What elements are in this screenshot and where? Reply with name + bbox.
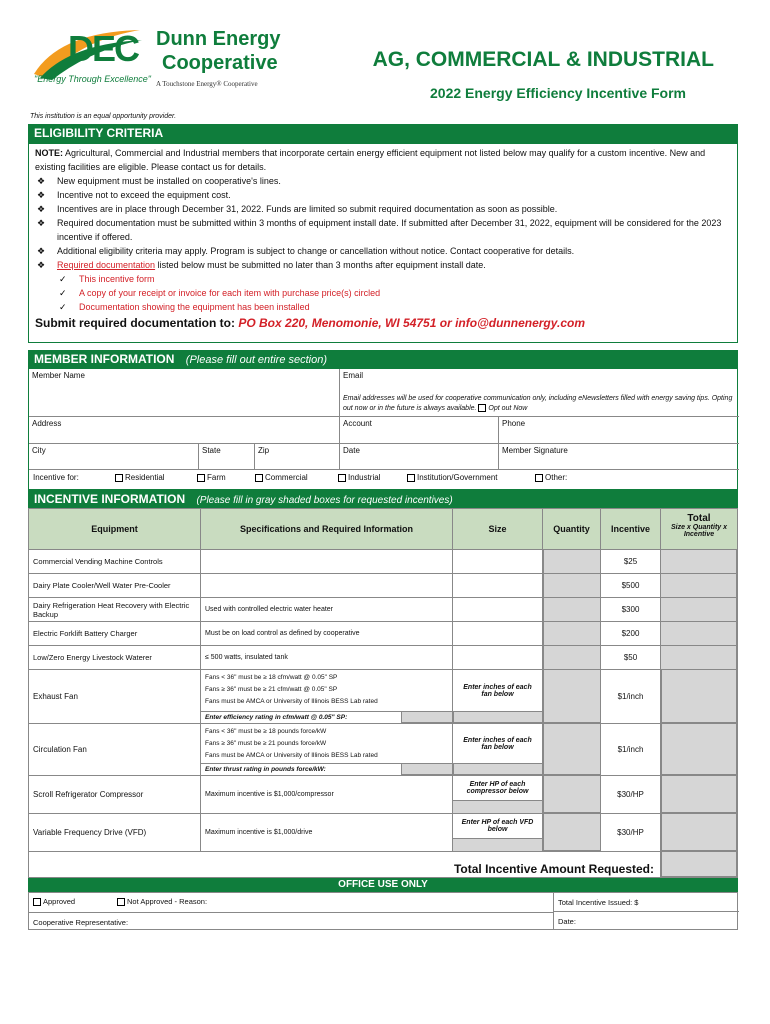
submit-label: Submit required documentation to: [35, 316, 239, 330]
incentive-amount: $25 [601, 549, 661, 573]
diamond-bullet-icon: ❖ [37, 176, 46, 186]
vfd-total-input[interactable] [661, 813, 737, 851]
type-industrial[interactable]: Industrial [338, 473, 380, 482]
col-equipment: Equipment [29, 509, 201, 549]
list-item: ❖ Additional eligibility criteria may apply. Program is subject to change or cancellation without notice. Contact cooperative for details. [37, 246, 575, 256]
type-other[interactable]: Other: [535, 473, 567, 482]
equipment-vfd: Variable Frequency Drive (VFD) [29, 813, 201, 851]
scroll-quantity-input[interactable] [543, 775, 601, 813]
approved-option[interactable]: Approved [33, 897, 75, 906]
type-residential[interactable]: Residential [115, 473, 165, 482]
equipment-cell: Low/Zero Energy Livestock Waterer [29, 645, 201, 669]
circulation-size-input[interactable] [453, 763, 543, 775]
email-field[interactable]: Email Email addresses will be used for cooperative communication only, including eNewsletters filled with energy saving tips. Opting out now or in the future is always available. Opt out Now [340, 369, 739, 417]
submit-line [35, 316, 731, 330]
vfd-quantity-input[interactable] [543, 813, 601, 851]
logo [30, 22, 290, 102]
vfd-size-input[interactable] [453, 838, 542, 852]
equipment-cell: Dairy Refrigeration Heat Recovery with Electric Backup [29, 597, 201, 621]
incentive-amount: $500 [601, 573, 661, 597]
page-subtitle: 2022 Energy Efficiency Incentive Form [430, 85, 686, 101]
tagline: "Energy Through Excellence" [34, 74, 151, 84]
list-item: ❖ Incentives are in place through December 31, 2022. Funds are limited so submit required documentation as soon as possible. [37, 204, 558, 214]
office-heading-text: OFFICE USE ONLY [338, 879, 428, 890]
type-institution[interactable]: Institution/Government [407, 473, 497, 482]
opt-out-checkbox[interactable] [478, 404, 486, 412]
type-commercial[interactable]: Commercial [255, 473, 308, 482]
scroll-size-note: Enter HP of each compressor below [466, 781, 529, 795]
quantity-input[interactable] [543, 549, 601, 573]
eligibility-heading-text: ELIGIBILITY CRITERIA [34, 126, 164, 140]
diamond-bullet-icon: ❖ [37, 218, 46, 228]
list-item: ✓ Documentation showing the equipment has been installed [59, 302, 310, 312]
member-signature-field[interactable]: Member Signature [499, 444, 739, 470]
incentive-for-label: Incentive for: [33, 473, 79, 482]
checkbox[interactable] [407, 474, 415, 482]
spec-cell: Must be on load control as defined by cooperative [201, 621, 453, 645]
exhaust-quantity-input[interactable] [543, 669, 601, 723]
vfd-size-note: Enter HP of each VFD below [461, 819, 534, 833]
org-name-line1: Dunn Energy [156, 28, 281, 50]
equipment-cell: Commercial Vending Machine Controls [29, 549, 201, 573]
diamond-bullet-icon: ❖ [37, 190, 46, 200]
size-cell [453, 621, 543, 645]
state-field[interactable]: State [199, 444, 255, 470]
org-name-line2: Cooperative [162, 52, 278, 74]
exhaust-spec: Fans < 36" must be ≥ 18 cfm/watt @ 0.05" SP Fans ≥ 36" must be ≥ 21 cfm/watt @ 0.05" SP Fans must be AMCA or University of Illinois BESS Lab rated [201, 669, 453, 711]
member-heading [28, 350, 738, 368]
touchstone-text: A Touchstone Energy® Cooperative [156, 80, 258, 88]
equipment-scroll-compressor: Scroll Refrigerator Compressor [29, 775, 201, 813]
size-cell [453, 645, 543, 669]
circulation-entry-label: Enter thrust rating in pounds force/kW: [201, 763, 401, 775]
total-requested-input[interactable] [661, 851, 737, 877]
circulation-rating-input[interactable] [401, 763, 453, 775]
total-issued-field[interactable]: Total Incentive Issued: $ [553, 893, 739, 912]
office-section [28, 892, 738, 930]
equipment-circulation-fan: Circulation Fan [29, 723, 201, 775]
size-cell [453, 597, 543, 621]
diamond-bullet-icon: ❖ [37, 246, 46, 256]
submit-address: PO Box 220, Menomonie, WI 54751 or info@dunnenergy.com [238, 316, 586, 330]
circulation-size-note: Enter inches of each fan below [453, 723, 543, 763]
exhaust-entry-label: Enter efficiency rating in cfm/watt @ 0.05" SP: [201, 711, 401, 723]
address-field[interactable]: Address [29, 417, 340, 444]
col-incentive: Incentive [601, 509, 661, 549]
quantity-input[interactable] [543, 621, 601, 645]
checkbox[interactable] [338, 474, 346, 482]
spec-cell: ≤ 500 watts, insulated tank [201, 645, 453, 669]
incentive-amount: $300 [601, 597, 661, 621]
phone-field[interactable]: Phone [499, 417, 739, 444]
list-item: ❖ Required documentation must be submitted within 3 months of equipment install date. If submitted after December 31, 2022, equipment will be considered for the 2023 incentive if offered. [37, 218, 722, 242]
total-input[interactable] [661, 549, 737, 573]
representative-field[interactable]: Cooperative Representative: [29, 912, 553, 930]
email-note: Email addresses will be used for cooperative communication only, including eNewsletters filled with energy saving tips. Opting out now or in the future is always available. Opt out Now [343, 395, 733, 412]
col-quantity: Quantity [543, 509, 601, 549]
exhaust-amount: $1/inch [601, 669, 661, 723]
checkmark-icon: ✓ [59, 274, 67, 284]
incentive-heading-text: INCENTIVE INFORMATION [34, 492, 186, 506]
incentive-amount: $200 [601, 621, 661, 645]
exhaust-size-note: Enter inches of each fan below [453, 669, 543, 711]
checkbox[interactable] [255, 474, 263, 482]
size-cell [453, 549, 543, 573]
checkmark-icon: ✓ [59, 302, 67, 312]
member-heading-note: (Please fill out entire section) [185, 354, 328, 366]
eligibility-list [35, 174, 731, 272]
spec-cell: Used with controlled electric water heater [201, 597, 453, 621]
list-item: ✓ This incentive form [59, 274, 155, 284]
equipment-exhaust-fan: Exhaust Fan [29, 669, 201, 723]
date-field[interactable]: Date [340, 444, 499, 470]
diamond-bullet-icon: ❖ [37, 204, 46, 214]
quantity-input[interactable] [543, 597, 601, 621]
member-heading-text: MEMBER INFORMATION [34, 352, 175, 366]
total-input[interactable] [661, 573, 737, 597]
exhaust-size-input[interactable] [453, 711, 543, 723]
circulation-quantity-input[interactable] [543, 723, 601, 775]
exhaust-total-input[interactable] [661, 669, 737, 723]
vfd-spec: Maximum incentive is $1,000/drive [201, 813, 453, 851]
circulation-spec: Fans < 36" must be ≥ 18 pounds force/kW Fans ≥ 36" must be ≥ 21 pounds force/kW Fans must be AMCA or University of Illinois BESS Lab rated [201, 723, 453, 763]
office-heading [28, 878, 738, 892]
documentation-checklist [35, 272, 731, 314]
checkbox[interactable] [535, 474, 543, 482]
logo-letters: DEC [68, 28, 139, 69]
exhaust-rating-input[interactable] [401, 711, 453, 723]
total-input[interactable] [661, 597, 737, 621]
incentive-for-row [33, 473, 733, 482]
member-name-field[interactable]: Member Name [29, 369, 340, 417]
note-label: NOTE: [35, 148, 63, 158]
list-item: ✓ A copy of your receipt or invoice for each item with purchase price(s) circled [59, 288, 381, 298]
checkbox[interactable] [197, 474, 205, 482]
required-documentation-link[interactable]: Required documentation [57, 260, 156, 270]
spec-cell [201, 549, 453, 573]
size-cell [453, 573, 543, 597]
eligibility-heading [28, 124, 738, 143]
checkbox[interactable] [33, 898, 41, 906]
list-item: ❖ New equipment must be installed on cooperative's lines. [37, 176, 281, 186]
eligibility-section [28, 143, 738, 343]
col-size: Size [453, 509, 543, 549]
note-text: Agricultural, Commercial and Industrial members that incorporate certain energy efficient equipment not listed below may qualify for a custom incentive. New and existing facilities are eligible. Please contact us for details. [35, 148, 706, 172]
page-title: AG, COMMERCIAL & INDUSTRIAL [372, 48, 714, 71]
checkbox[interactable] [117, 898, 125, 906]
total-input[interactable] [661, 645, 737, 669]
scroll-amount: $30/HP [601, 775, 661, 813]
checkbox[interactable] [115, 474, 123, 482]
equipment-cell: Electric Forklift Battery Charger [29, 621, 201, 645]
equipment-cell: Dairy Plate Cooler/Well Water Pre-Cooler [29, 573, 201, 597]
col-total [661, 509, 737, 549]
office-date-field[interactable]: Date: [553, 912, 739, 930]
equal-opportunity: This institution is an equal opportunity provider. [30, 113, 177, 120]
list-item: ❖ Required documentation listed below must be submitted no later than 3 months after equipment install date. [37, 260, 486, 270]
col-total-label: Total [687, 513, 711, 524]
account-field[interactable]: Account [340, 417, 499, 444]
member-section [28, 368, 738, 490]
city-field[interactable]: City [29, 444, 199, 470]
incentive-table [28, 508, 738, 878]
spec-cell [201, 573, 453, 597]
circulation-total-input[interactable] [661, 723, 737, 775]
incentive-heading-note: (Please fill in gray shaded boxes for requested incentives) [196, 495, 453, 506]
incentive-heading [28, 490, 738, 508]
scroll-spec: Maximum incentive is $1,000/compressor [201, 775, 453, 813]
vfd-size-cell [453, 813, 543, 851]
quantity-input[interactable] [543, 573, 601, 597]
diamond-bullet-icon: ❖ [37, 260, 46, 270]
total-input[interactable] [661, 621, 737, 645]
scroll-size-cell [453, 775, 543, 813]
circulation-amount: $1/inch [601, 723, 661, 775]
vfd-amount: $30/HP [601, 813, 661, 851]
col-total-note: Size x Quantity x Incentive [670, 524, 728, 538]
not-approved-option[interactable]: Not Approved - Reason: [117, 897, 207, 906]
zip-field[interactable]: Zip [255, 444, 340, 470]
scroll-total-input[interactable] [661, 775, 737, 813]
eligibility-note [35, 146, 731, 174]
col-specs: Specifications and Required Information [201, 509, 453, 549]
type-farm[interactable]: Farm [197, 473, 226, 482]
incentive-amount: $50 [601, 645, 661, 669]
checkmark-icon: ✓ [59, 288, 67, 298]
list-item: ❖ Incentive not to exceed the equipment cost. [37, 190, 231, 200]
quantity-input[interactable] [543, 645, 601, 669]
total-requested-label: Total Incentive Amount Requested: [29, 851, 661, 877]
scroll-size-input[interactable] [453, 800, 542, 814]
